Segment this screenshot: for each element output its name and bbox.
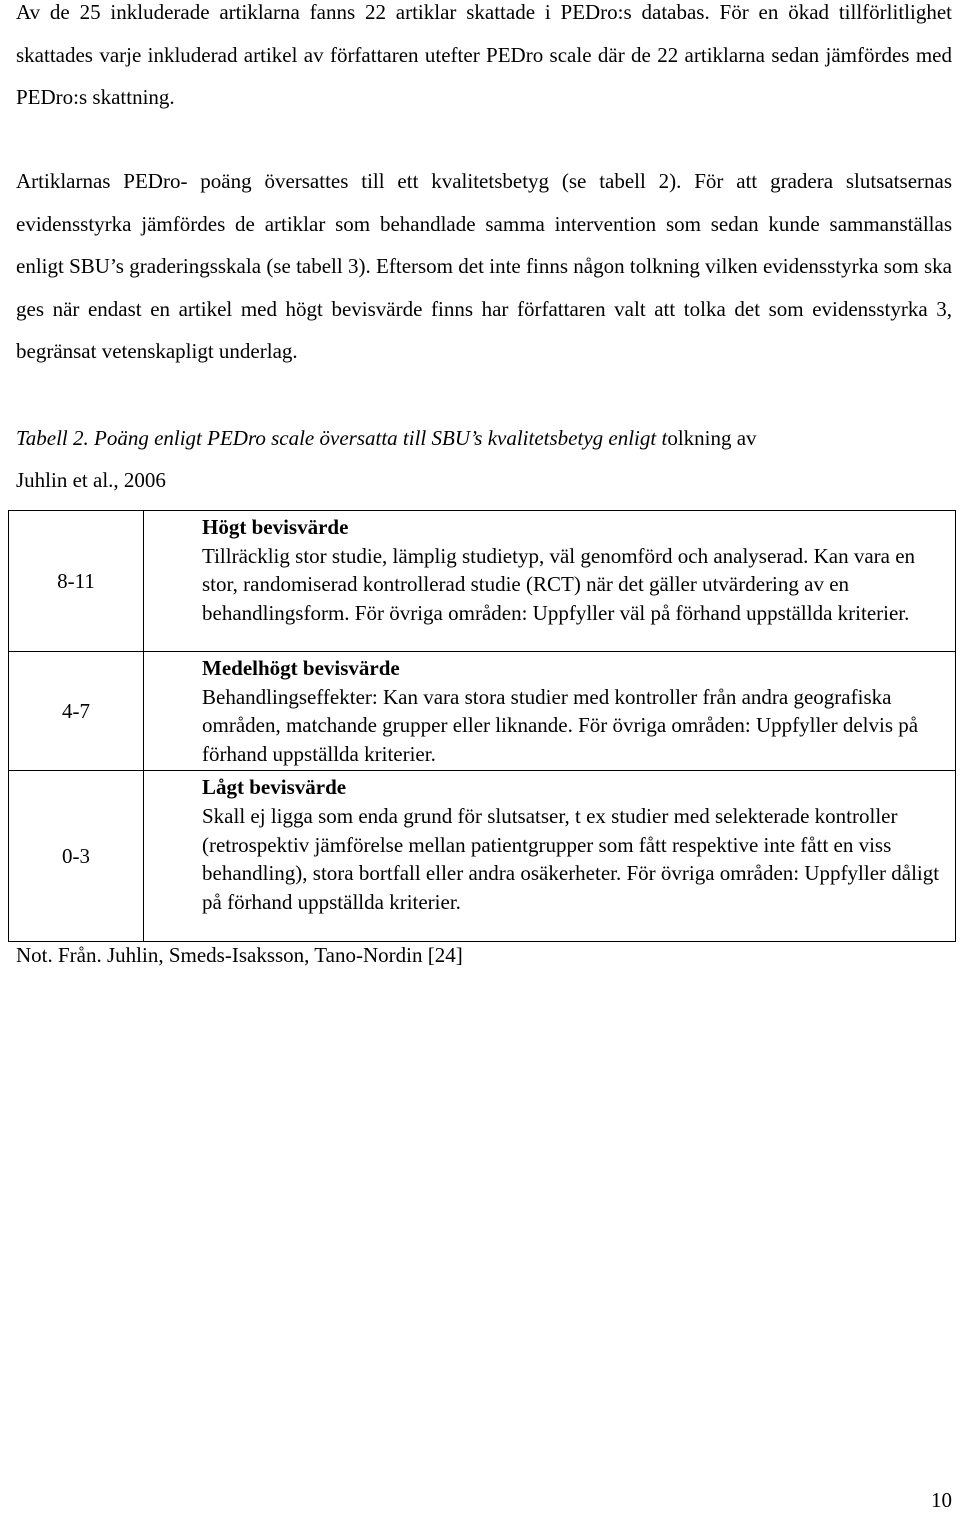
- body-paragraph-1: Av de 25 inkluderade artiklarna fanns 22 artiklar skattade i PEDro:s databas. För en ökad tillförlitlighet skattades varje inkluderad artikel av författaren utefter PEDro scale där de 22 artiklarna sedan jämfördes med PEDro:s skattning.: [16, 0, 952, 109]
- table-note: Not. Från. Juhlin, Smeds-Isaksson, Tano-Nordin [24]: [16, 943, 463, 967]
- score-range-cell: 4-7: [9, 652, 144, 771]
- table-caption-source: Juhlin et al., 2006: [16, 468, 166, 492]
- grade-heading: Lågt bevisvärde: [202, 775, 347, 800]
- description-cell: [144, 771, 956, 942]
- grade-heading: Medelhögt bevisvärde: [202, 656, 400, 680]
- table-row: [9, 771, 956, 942]
- quality-grade-table: [8, 510, 956, 942]
- table-row: [9, 652, 956, 771]
- grade-description: Tillräcklig stor studie, lämplig studietyp, väl genomförd och analyserad. Kan vara en stor, randomiserad kontrollerad studie (RCT) när det gäller utvärdering av en behandlingsform. För övriga områden: Uppfyller väl på förhand uppställda kriterier.: [202, 543, 916, 625]
- table-caption-title: Tabell 2. Poäng enligt PEDro scale översatta till SBU’s kvalitetsbetyg enligt t: [16, 426, 668, 450]
- grade-heading: Högt bevisvärde: [202, 515, 349, 539]
- body-paragraph-2: Artiklarnas PEDro- poäng översattes till ett kvalitetsbetyg (se tabell 2). För att gradera slutsatsernas evidensstyrka jämfördes de artiklar som behandlade samma intervention som sedan kunde sammanställas enligt SBU’s graderingsskala (se tabell 3). Eftersom det inte finns någon tolkning vilken evidensstyrka som ska ges när endast en artikel med högt bevisvärde finns har författaren valt att tolka det som evidensstyrka 3, begränsat vetenskapligt underlag.: [16, 169, 952, 363]
- table-caption: [16, 417, 952, 459]
- score-range-cell: 8-11: [9, 511, 144, 652]
- grade-description: Skall ej ligga som enda grund för slutsatser, t ex studier med selekterade kontroller (retrospektiv jämförelse mellan patientgrupper som fått respektive inte fått en viss behandling), stora bortfall eller andra osäkerheter. För övriga områden: Uppfyller dåligt på förhand uppställda kriterier.: [202, 803, 940, 914]
- description-cell: [144, 511, 956, 652]
- page-number: 10: [931, 1488, 952, 1512]
- table-caption-title-rest: olkning av: [667, 426, 757, 450]
- grade-description: Behandlingseffekter: Kan vara stora studier med kontroller från andra geografiska områden, matchande grupper eller liknande. För övriga områden: Uppfyller delvis på förhand uppställda kriterier.: [202, 684, 919, 766]
- score-range-cell: 0-3: [9, 771, 144, 942]
- table-row: [9, 511, 956, 652]
- description-cell: [144, 652, 956, 771]
